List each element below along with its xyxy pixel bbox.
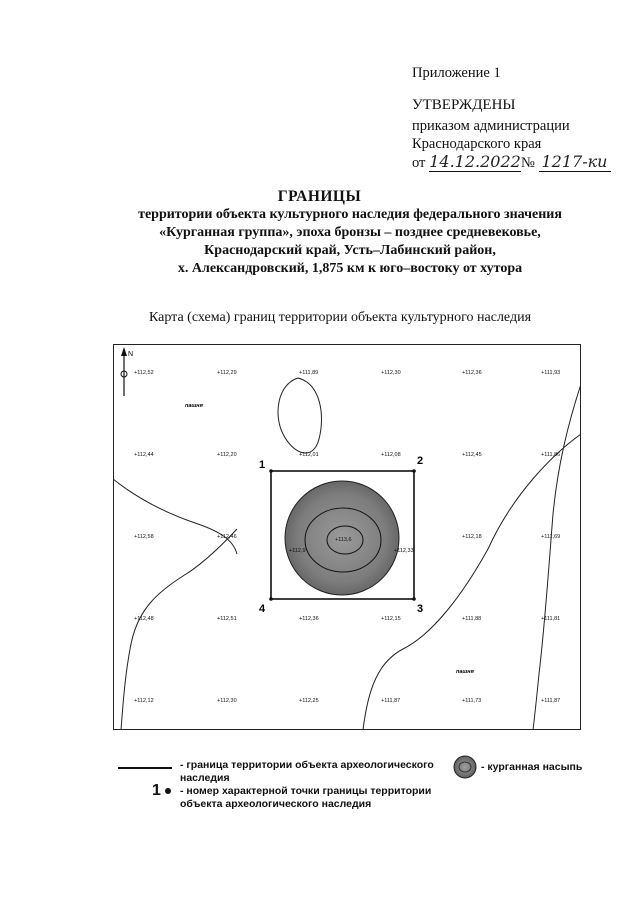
map-scheme: [113, 344, 581, 730]
mound-east-label: +112,33: [394, 548, 414, 554]
elevation-mark: +111,69: [541, 534, 561, 540]
date-prefix: от: [412, 155, 426, 171]
legend-mound-icon: [452, 754, 478, 780]
document-title: ГРАНИЦЫ: [277, 188, 362, 205]
legend-mound-text: - курганная насыпь: [481, 761, 583, 773]
field-label-south: пашня: [456, 669, 474, 675]
legend-boundary-line-icon: [118, 767, 172, 769]
elevation-mark: +112,08: [381, 452, 401, 458]
elevation-mark: +112,01: [299, 452, 319, 458]
point-label-4: 4: [259, 603, 266, 615]
mound-west-label: +112,9: [289, 548, 306, 554]
field-label-north: пашня: [185, 403, 203, 409]
mound-top-label: +113,6: [335, 537, 352, 543]
legend-boundary-text: - граница территории объекта археологического наследия: [180, 759, 434, 784]
appendix-label: Приложение 1: [412, 65, 501, 81]
elevation-mark: +112,29: [217, 370, 237, 376]
elevation-mark: +111,86: [541, 452, 561, 458]
legend-point-number: 1: [152, 782, 161, 799]
subtitle-line-1: территории объекта культурного наследия федерального значения: [138, 207, 562, 222]
elevation-mark: +112,36: [462, 370, 482, 376]
subtitle-line-3: Краснодарский край, Усть–Лабинский район,: [204, 243, 496, 258]
elevation-mark: +112,36: [299, 616, 319, 622]
date-handwritten: 14.12.2022: [429, 152, 521, 171]
number-prefix: №: [521, 155, 535, 171]
point-label-3: 3: [417, 603, 424, 615]
elevation-mark: +111,73: [462, 698, 482, 704]
elevation-mark: +111,87: [381, 698, 401, 704]
elevation-mark: +112,25: [299, 698, 319, 704]
elevation-mark: +111,88: [462, 616, 482, 622]
document-subtitle: [80, 206, 620, 278]
elevation-mark: +112,46: [217, 534, 237, 540]
elevation-mark: +112,52: [134, 370, 154, 376]
elevation-mark: +112,18: [462, 534, 482, 540]
elevation-mark: +112,15: [381, 616, 401, 622]
subtitle-line-2: «Курганная группа», эпоха бронзы – позднее средневековье,: [159, 225, 541, 240]
elevation-mark: +112,30: [217, 698, 237, 704]
elevation-mark: +112,20: [217, 452, 237, 458]
elevation-mark: +111,93: [541, 370, 561, 376]
elevation-mark: +112,58: [134, 534, 154, 540]
point-label-1: 1: [259, 459, 266, 471]
map-caption: Карта (схема) границ территории объекта культурного наследия: [148, 310, 532, 325]
elevation-mark: +112,44: [134, 452, 154, 458]
approved-label: УТВЕРЖДЕНЫ: [412, 97, 516, 113]
legend-point-text: - номер характерной точки границы территории объекта археологического наследия: [180, 785, 432, 810]
elevation-mark: +111,89: [299, 370, 319, 376]
elevation-mark: +112,12: [134, 698, 154, 704]
point-label-2: 2: [417, 455, 424, 467]
elevation-mark: +111,81: [541, 616, 561, 622]
number-handwritten: 1217-ки: [539, 153, 611, 172]
elevation-mark: +112,51: [217, 616, 237, 622]
point-dot-icon: [165, 788, 171, 794]
order-line-1: приказом администрации: [412, 118, 570, 134]
elevation-mark: +112,30: [381, 370, 401, 376]
elevation-mark: +112,48: [134, 616, 154, 622]
subtitle-line-4: х. Александровский, 1,875 км к юго–востоку от хутора: [177, 261, 523, 276]
order-date-line: [412, 153, 611, 172]
elevation-mark: +112,45: [462, 452, 482, 458]
legend-point-symbol: [152, 782, 171, 800]
order-line-2: Краснодарского края: [412, 136, 542, 152]
elevation-mark: +111,87: [541, 698, 561, 704]
north-label: N: [128, 351, 134, 358]
